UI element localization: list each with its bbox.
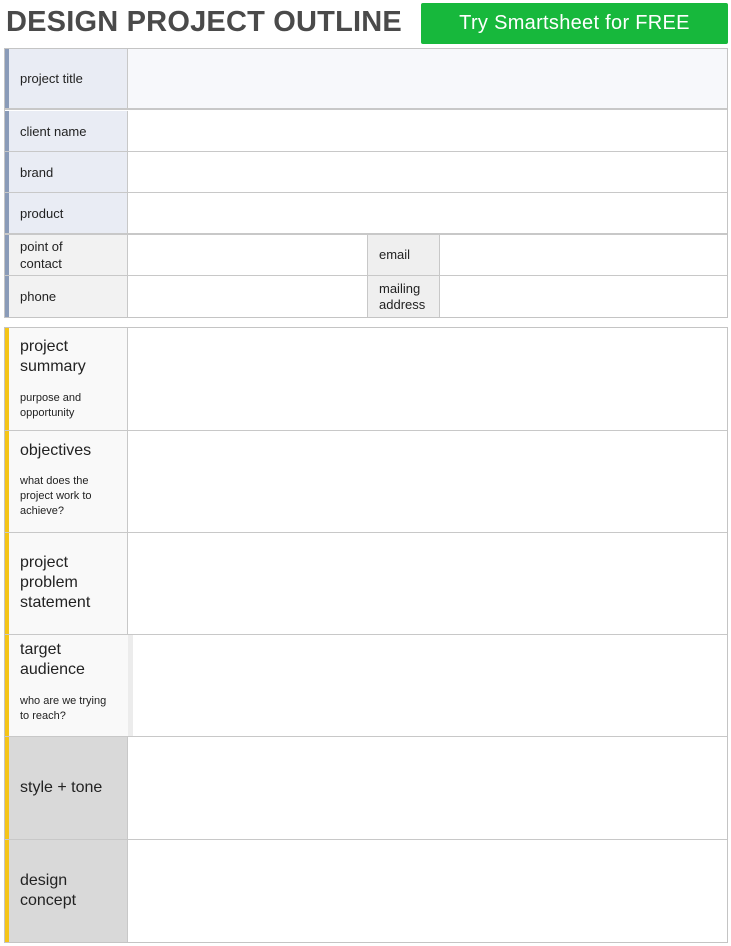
project-info-table [4,48,728,318]
point-of-contact-line: point of [20,239,63,254]
project-summary-title-line: summary [20,358,86,375]
objectives-hint [20,474,127,519]
problem-statement-title-line: project [20,554,69,571]
design-concept-label [5,840,128,942]
client-name-field[interactable] [128,111,727,151]
target-audience-hint-line: to reach? [20,710,66,722]
try-smartsheet-button[interactable]: Try Smartsheet for FREE [421,3,728,44]
mailing-address-label [367,276,440,317]
problem-statement-field[interactable] [128,533,727,634]
row-brand [5,152,727,193]
email-label [367,235,440,275]
problem-statement-label [5,533,128,634]
target-audience-title [20,640,128,680]
row-style-tone [5,737,727,840]
project-summary-hint-line: purpose and [20,392,82,404]
row-project-summary [5,328,727,431]
client-name-text: client name [20,123,87,139]
point-of-contact-text [20,238,63,272]
row-project-title [5,49,727,110]
project-summary-title-line: project [20,338,69,355]
project-summary-label [5,328,128,430]
email-text: email [379,247,411,262]
row-client-name [5,111,727,152]
point-of-contact-field[interactable] [128,235,367,275]
target-audience-title-line: audience [20,661,85,678]
phone-field[interactable] [128,276,367,317]
mailing-address-text [379,281,425,313]
row-phone-address [5,276,727,317]
product-field[interactable] [128,193,727,233]
target-audience-hint [20,694,128,724]
style-tone-label [5,737,128,839]
style-tone-field[interactable] [128,737,727,839]
project-title-field[interactable] [128,49,727,108]
target-audience-hint-line: who are we trying [20,695,107,707]
mailing-address-line: mailing [379,280,421,296]
row-target-audience [5,635,727,737]
mailing-address-field[interactable] [440,276,727,317]
problem-statement-title-line: statement [20,594,91,611]
brand-label [5,152,128,192]
row-product [5,193,727,235]
problem-statement-title-line: problem [20,574,78,591]
design-concept-title-line: concept [20,892,77,909]
brand-field[interactable] [128,152,727,192]
mailing-address-line: address [379,296,426,312]
design-concept-title [20,871,127,911]
client-name-label [5,111,128,151]
project-title-text: project title [20,71,83,86]
objectives-hint-line: what does the [20,475,89,487]
project-title-label [5,49,128,108]
project-summary-field[interactable] [128,328,727,430]
objectives-field[interactable] [128,431,727,532]
objectives-label [5,431,128,532]
design-concept-title-line: design [20,872,68,889]
problem-statement-title [20,553,127,613]
objectives-hint-line: project work to [20,490,92,502]
email-field[interactable] [440,235,727,275]
point-of-contact-label [5,235,128,275]
objectives-hint-line: achieve? [20,505,65,517]
row-contact-email [5,235,727,276]
project-sections-table [4,327,728,943]
project-summary-hint-line: opportunity [20,407,75,419]
design-concept-field[interactable] [128,840,727,942]
project-summary-hint [20,391,127,421]
target-audience-field[interactable] [133,635,727,736]
row-problem-statement [5,533,727,635]
phone-text: phone [20,289,57,304]
objectives-title: objectives [20,442,92,459]
project-summary-title [20,337,127,377]
style-tone-title: style + tone [20,779,103,796]
target-audience-label [5,635,133,736]
phone-label [5,276,128,317]
product-text: product [20,205,64,221]
product-label [5,193,128,233]
row-design-concept [5,840,727,942]
page-title: DESIGN PROJECT OUTLINE [6,6,402,38]
row-objectives [5,431,727,533]
target-audience-title-line: target [20,641,61,658]
point-of-contact-line: contact [20,256,62,271]
brand-text: brand [20,164,54,180]
